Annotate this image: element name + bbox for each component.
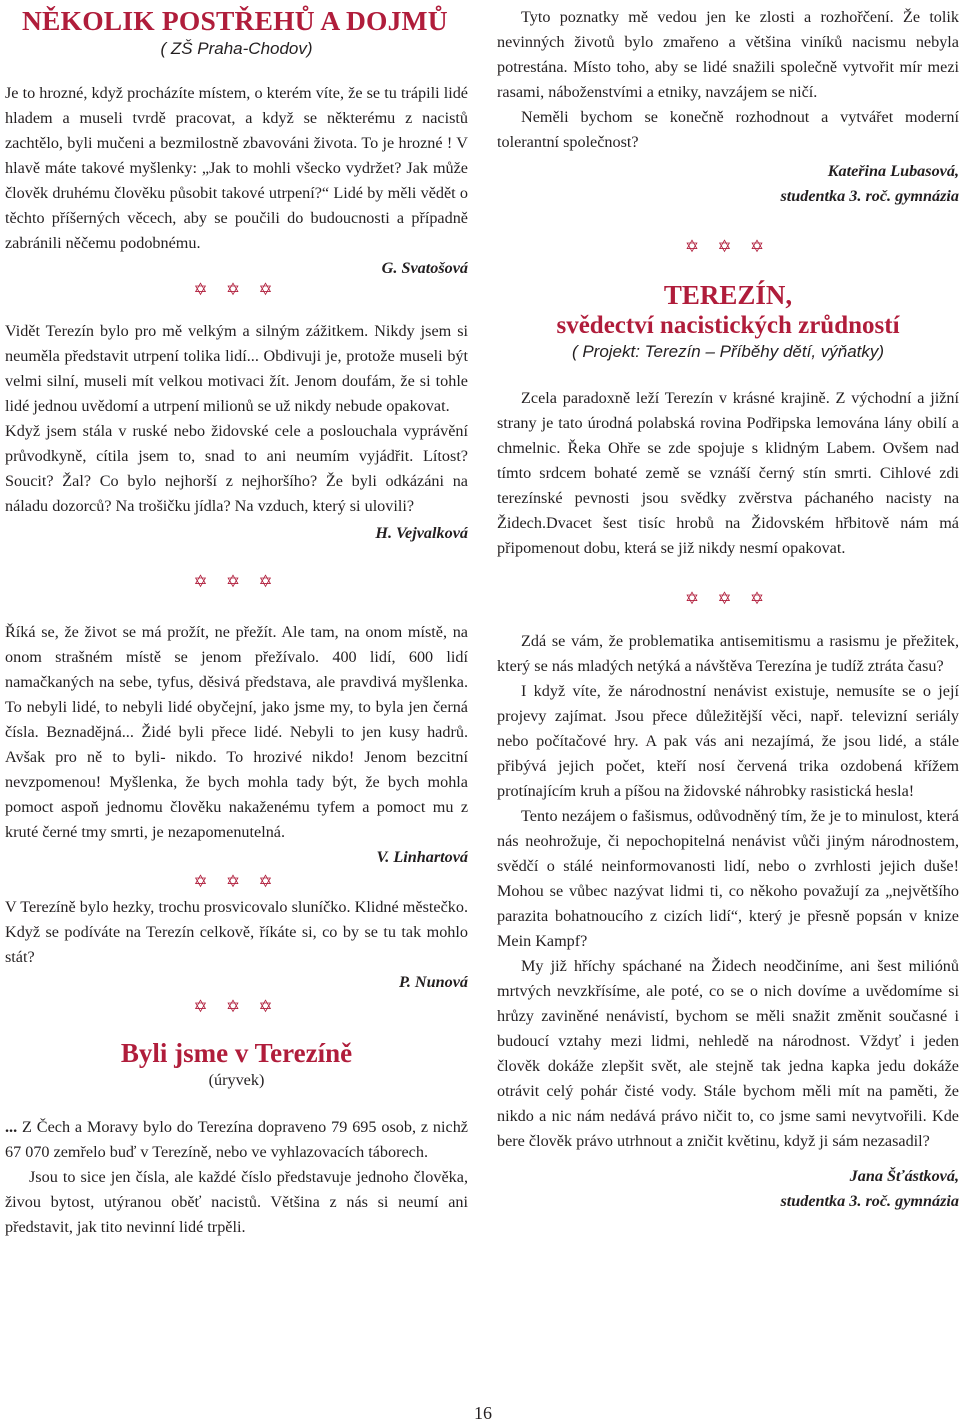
author-signature: G. Svatošová [381,259,468,277]
paragraph-text: Z Čech a Moravy bylo do Terezína dopraveno 79 695 osob, z nichž 67 070 zemřelo buď v Terezíně, nebo ve vyhlazovacích táborech. [5,1118,468,1161]
author-signature: V. Linhartová [376,848,468,866]
paragraph: V Terezíně bylo hezky, trochu prosvicovalo sluníčko. Klidné městečko. Když se podíváte na Terezín celkově, říkáte si, co by se tu tak mohlo stát? [5,898,468,966]
article-title: TEREZÍN, [663,280,793,310]
paragraph: Je to hrozné, když procházíte místem, o kterém víte, že se tu trápili lidé hladem a museli tvrdě pracovat, a když se některému z nacistů zachtělo, byli mučeni a bezmilostně zbavováni života. To je hrozné ! V hlavě máte takové myšlenky: „Jak to mohli všecko vydržet? Jak může člověk druhému člověku působit takové utrpení?“ Lidé by měli vědět o těchto příšerných věcech, aby se poučili do budoucnosti a případně zabránili něčemu podobnému. [5,84,468,252]
author-affiliation: studentka 3. roč. gymnázia [780,187,959,205]
paragraph: I když víte, že národnostní nenávist existuje, nemusíte se o její projevy zajímat. Jsou přece důležitější věci, např. televizní seriály nebo počítačové hry. A pak vás ani nezajímá, že jsou lidé, a stále přibývá jejich počet, kteří nosí červená trika ozdobená křížem protínajícím kruh a píšou na židovské náhrobky rasistická hesla! [497,682,959,800]
author-signature: P. Nunová [399,973,468,991]
paragraph: Jsou to sice jen čísla, ale každé číslo představuje jednoho člověka, živou bytost, utýranou oběť nacistů. Většina z nás si neumí ani představit, jak tito nevinní lidé trpěli. [5,1168,468,1236]
author-affiliation: studentka 3. roč. gymnázia [780,1192,959,1210]
star-of-david-divider: ✡ ✡ ✡ [193,872,280,891]
author-signature: Kateřina Lubasová, [827,162,959,180]
paragraph: Tento nezájem o fašismus, odůvodněný tím, že je to minulost, která nás neohrožuje, či nepochopitelná nenávist vůči jiným národnostem, svědčí o stálé neinformovanosti lidí, nebo o zvrhlosti jejich duše! Mohou se vůbec nazývat lidmi ti, co někoho považují za „největšího parazita bohatnoucího z cizích lidí“, který je přesně popsán v knize Mein Kampf? [497,807,959,950]
left-column [5,0,468,1240]
article-subtitle: ( Projekt: Terezín – Příběhy dětí, výňatky) [571,342,885,361]
paragraph: Tyto poznatky mě vedou jen ke zlosti a rozhořčení. Že tolik nevinných životů bylo zmařeno a většina viníků nacismu nebyla potrestána. Místo toho, aby se lidé snažili společně vytvořit mír mezi rasami, náboženstvími a etniky, navzájem se ničí. [497,8,959,101]
article-title-line2: svědectví nacistických zrůdností [556,312,900,339]
paragraph: Neměli bychom se konečně rozhodnout a vytvářet moderní tolerantní společnost? [497,108,959,151]
paragraph [5,1115,468,1165]
paragraph: Zcela paradoxně leží Terezín v krásné krajině. Z východní a jižní strany je tato úrodná polabská rovina Podřipska lemována lány obilí a chmelnic. Řeka Ohře se zde spojuje s klidným Labem. Ovšem nad tímto srdcem bohaté země se vznáší černý stín smrti. Cihlové zdi terezínské pevnosti jsou svědky zvěrstva páchaného nacisty na Židech.Dvacet šest tisíc hrobů na Židovském hřbitově nám má připomenout dobu, která se již nikdy nesmí opakovat. [497,389,959,557]
paragraph: Zdá se vám, že problematika antisemitismu a rasismu je přežitek, který se nás mladých netýká a návštěva Terezína je tudíž ztráta času? [497,632,959,675]
section-subheading: (úryvek) [208,1071,265,1089]
section-heading: Byli jsme v Terezíně [120,1038,353,1068]
star-of-david-divider: ✡ ✡ ✡ [193,572,280,591]
article-title: NĚKOLIK POSTŘEHŮ A DOJMŮ [22,5,448,36]
star-of-david-divider: ✡ ✡ ✡ [193,280,280,299]
ellipsis-lead: ... [5,1118,18,1136]
author-signature: H. Vejvalková [375,524,468,542]
paragraph: My již hříchy spáchané na Židech neodčiníme, ani šest miliónů mrtvých nevzkřísíme, ale poté, co se o nich dovíme a uvědomíme si hrůzy zaviněné nenávistí, bychom se měli snažit změnit současné i budoucí vztahy mezi lidmi, nehledě na národnost. Vždyť i jeden člověk dokáže zlepšit svět, ale stejně tak jedna kapka jedu dokáže otrávit celý pohár čisté vody. Stále bychom měli mít na paměti, že nikdo a nic nám nedává právo ničit to, co jsme sami nevytvořili. Kde bere člověk právo utrhnout a zničit květinu, když ji sám nezasadil? [497,957,959,1150]
paragraph: Když jsem stála v ruské nebo židovské cele a poslouchala vyprávění průvodkyně, cítila jsem to, snad to ani neumím vyjádřit. Lítost? Soucit? Žal? Co bylo nejhorší z nejhoršího? Že byli odkázáni na náladu dozorců? Na trošičku jídla? Na vzduch, který si ulovili? [5,422,468,515]
paragraph: Říká se, že život se má prožít, ne přežít. Ale tam, na onom místě, na onom strašném místě se jenom přežívalo. 400 lidí, 600 lidí namačkaných na sebe, tyfus, děsivá představa, ale pravdivá myšlenka. To nebyli lidé, to nebyli lidé obyčejní, jako jsme my, to byla jen černá čísla. Beznadějná... Židé byli přece lidé. Nebyli to jen kusy hadrů. Avšak pro ně to byli- nikdo. To hrozivé nikdo! Jenom bezcitní nevzpomenou! Myšlenka, že bych mohla tady být, že bych mohla pomoct aspoň jednomu člověku nakaženému tyfem a pomoct mu z kruté černé tmy smrti, je nezapomenutelná. [5,623,468,841]
page-number: 16 [474,1403,492,1423]
star-of-david-divider: ✡ ✡ ✡ [193,997,280,1016]
star-of-david-divider: ✡ ✡ ✡ [684,237,772,256]
right-column [497,0,959,1214]
article-subtitle: ( ZŠ Praha-Chodov) [160,39,313,58]
author-signature: Jana Šťástková, [849,1167,959,1185]
star-of-david-divider: ✡ ✡ ✡ [684,589,772,608]
paragraph: Vidět Terezín bylo pro mě velkým a silným zážitkem. Nikdy jsem si neuměla představit utrpení tolika lidí... Obdivuji je, protože museli být velmi silní, museli mít velkou motivaci žít. Jenom doufám, že si tohle lidé jednou uvědomí a utrpení milionů se už nikdy nebude opakovat. [5,322,468,415]
